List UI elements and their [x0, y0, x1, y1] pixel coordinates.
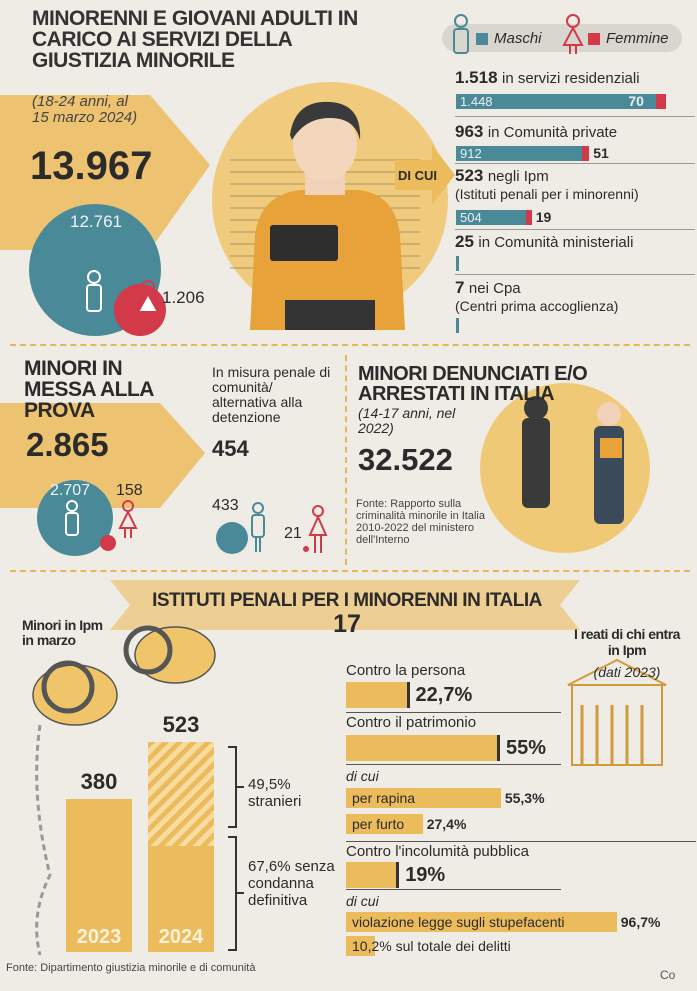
divider	[346, 764, 561, 765]
stat-row	[455, 68, 695, 88]
divider	[455, 274, 695, 275]
bar-males	[456, 318, 459, 333]
crime-bar-value: 19%	[405, 864, 446, 886]
crime-bar-text: 10,2% sul totale dei delitti	[352, 938, 511, 954]
di-cui-label: di cui	[346, 893, 379, 909]
bar-males	[456, 210, 526, 225]
crime-bar-value: 22,7%	[415, 684, 473, 706]
divider	[346, 712, 561, 713]
alt-males-value: 433	[212, 497, 239, 514]
source-footnote: Fonte: Dipartimento giustizia minorile e di comunità	[6, 962, 256, 974]
stat-number: 7	[455, 278, 465, 297]
ipm-bar	[148, 742, 214, 952]
crime-bar-text: per furto	[352, 816, 405, 832]
female-icon	[118, 500, 138, 554]
male-icon	[62, 500, 82, 536]
section-divider	[10, 344, 690, 346]
crime-bar-text: violazione legge sugli stupefacenti	[352, 914, 565, 930]
divider	[455, 116, 695, 117]
ipm-bar-label: Minori in Ipm in marzo	[22, 617, 103, 648]
crime-bar-value: 55%	[506, 737, 547, 759]
male-icon	[82, 270, 106, 312]
corner-text: Co	[660, 968, 676, 982]
bar-females-label: 70	[628, 93, 644, 109]
legend-female-icon	[562, 14, 584, 56]
crimes-subtitle: (dati 2023)	[593, 664, 661, 680]
crime-bar-value: 27,4%	[426, 816, 467, 832]
crime-bar-value: 96,7%	[620, 914, 661, 930]
section-1-title: MINORENNI E GIOVANI ADULTI IN CARICO AI SERVIZI DELLA GIUSTIZIA MINORILE	[32, 7, 358, 72]
male-icon	[248, 502, 268, 554]
alt-males-circle	[216, 522, 248, 554]
legend-male-icon	[450, 14, 472, 56]
stat-row	[455, 122, 695, 142]
bar-males-label: 912	[460, 146, 482, 161]
annot-foreign: 49,5% stranieri	[248, 776, 302, 810]
annot-nosentence: 67,6% senza condanna definitiva	[248, 858, 335, 909]
section-1-subtitle: (18-24 anni, al 15 marzo 2024)	[32, 93, 138, 126]
bar-males-label: 504	[460, 210, 482, 225]
ipm-bar-year: 2023	[76, 926, 122, 948]
crime-bar	[346, 682, 410, 708]
bracket-foreign	[228, 747, 244, 827]
ipm-bar-value: 380	[80, 769, 118, 795]
section-1-total: 13.967	[30, 144, 153, 188]
crime-label: Contro il patrimonio	[346, 714, 477, 731]
stat-number: 1.518	[455, 68, 498, 87]
stat-row	[455, 278, 695, 314]
bar-females	[582, 146, 589, 161]
legend-male-swatch	[476, 33, 488, 45]
mp-males-value: 2.707	[50, 482, 91, 499]
alt-females-value: 21	[284, 525, 302, 542]
crime-label: Contro l'incolumità pubblica	[346, 843, 529, 860]
di-cui-label: di cui	[346, 768, 379, 784]
female-icon	[308, 505, 328, 557]
stat-number: 963	[455, 122, 484, 141]
alt-total: 454	[212, 436, 249, 461]
mp-title: MINORI IN MESSA ALLA PROVA	[24, 357, 154, 422]
mp-females-circle	[100, 535, 116, 551]
legend-female-label: Femmine	[606, 30, 669, 47]
arrested-title: MINORI DENUNCIATI E/O ARRESTATI IN ITALIA	[358, 363, 588, 405]
mp-total: 2.865	[26, 426, 109, 463]
ipm-total: 17	[333, 610, 361, 638]
crime-bar-text: per rapina	[352, 790, 416, 806]
stat-number: 523	[455, 166, 484, 185]
crime-bar	[346, 862, 399, 888]
bar-males-label: 1.448	[460, 94, 493, 109]
bar-females	[526, 210, 532, 225]
ipm-title: ISTITUTI PENALI PER I MINORENNI IN ITALIA	[152, 590, 542, 611]
stat-sub: (Centri prima accoglienza)	[455, 298, 619, 314]
bar-males	[456, 256, 459, 271]
stat-row	[455, 232, 695, 252]
crime-label: Contro la persona	[346, 662, 466, 679]
ipm-bar-foreign-share	[148, 742, 214, 846]
arrested-total: 32.522	[358, 442, 453, 477]
mp-females-value: 158	[116, 482, 143, 499]
ipm-bar-year: 2024	[158, 926, 204, 948]
section-1-males-value: 12.761	[70, 212, 122, 231]
crimes-title: I reati di chi entra in Ipm	[574, 626, 680, 658]
section-1-females-value: 1.206	[162, 288, 205, 307]
stat-number: 25	[455, 232, 474, 251]
stat-sub: (Istituti penali per i minorenni)	[455, 186, 639, 202]
divider	[346, 841, 696, 842]
arrested-backdrop-circle	[480, 383, 650, 553]
alt-label: In misura penale di comunità/ alternativa alla detenzione	[212, 364, 331, 425]
legend-male-label: Maschi	[494, 30, 542, 47]
vertical-divider	[345, 355, 347, 565]
stat-label: in Comunità private	[487, 124, 618, 141]
stat-label: negli Ipm	[487, 168, 549, 185]
bracket-nosentence	[228, 837, 244, 950]
stat-label: in Comunità ministeriali	[478, 234, 634, 251]
bar-females-label: 19	[535, 209, 552, 225]
stat-label: in servizi residenziali	[502, 70, 640, 87]
stat-label: nei Cpa	[468, 280, 521, 297]
crime-bar	[346, 735, 500, 761]
stat-row	[455, 166, 695, 202]
ipm-bar-value: 523	[162, 712, 200, 737]
divider	[346, 889, 561, 890]
bar-males	[456, 94, 656, 109]
divider	[455, 229, 695, 230]
legend-female-swatch	[588, 33, 600, 45]
arrested-subtitle: (14-17 anni, nel 2022)	[358, 405, 456, 436]
bar-males	[456, 146, 582, 161]
female-icon	[136, 280, 160, 324]
di-cui-label: DI CUI	[398, 168, 437, 183]
bar-females-label: 51	[593, 145, 609, 161]
section-divider	[10, 570, 690, 572]
crime-bar-value: 55,3%	[504, 790, 545, 806]
arrested-source: Fonte: Rapporto sulla criminalità minorile in Italia 2010-2022 del ministero dell'Interno	[356, 498, 485, 546]
divider	[455, 163, 695, 164]
bar-females	[656, 94, 666, 109]
